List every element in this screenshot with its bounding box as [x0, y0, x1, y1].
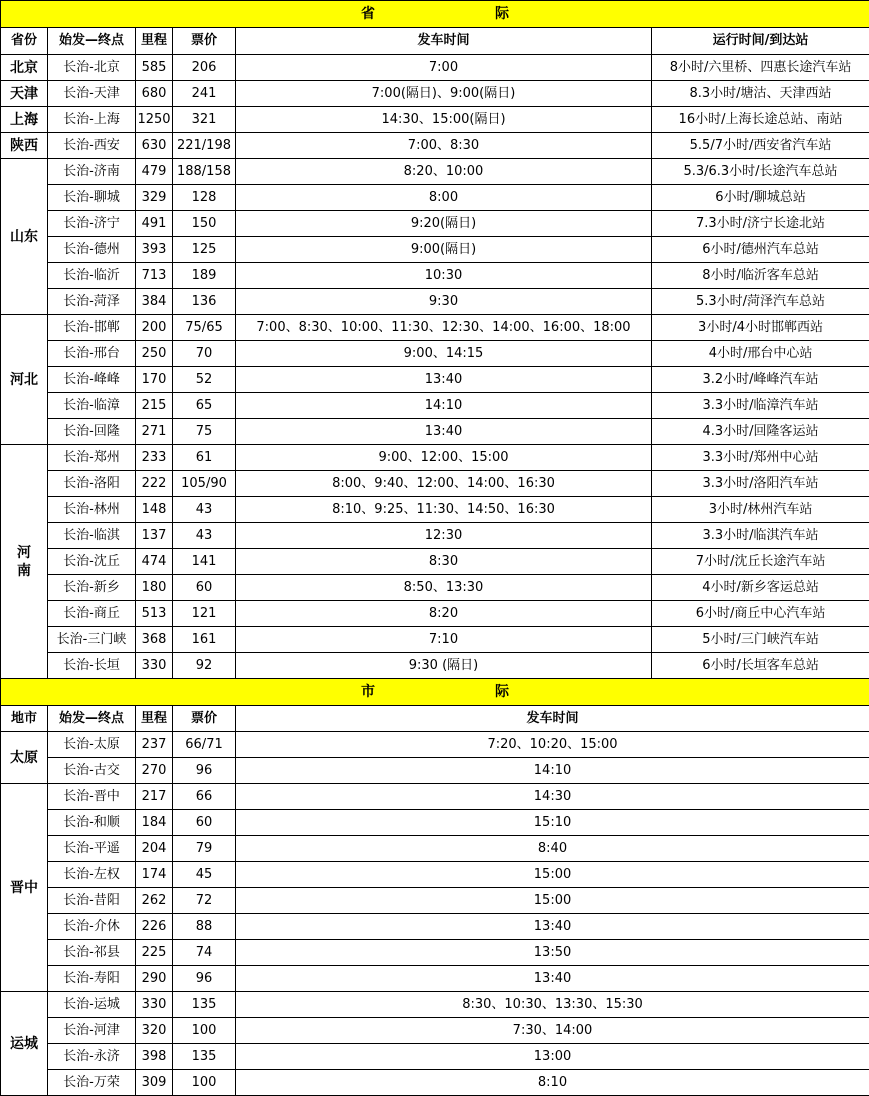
provincial-header-row	[1, 28, 869, 55]
route-cell: 长治-郑州	[48, 445, 136, 471]
province-label: 北京	[1, 55, 48, 81]
route-row	[1, 81, 869, 107]
departure-cell: 7:00(隔日)、9:00(隔日)	[236, 81, 652, 107]
departure-cell: 7:00、8:30	[236, 133, 652, 159]
city-header: 地市	[1, 706, 48, 732]
arrival-cell: 3.3小时/郑州中心站	[652, 445, 869, 471]
fare-cell: 72	[173, 888, 236, 914]
departure-cell: 8:30	[236, 549, 652, 575]
departure-cell: 13:40	[236, 367, 652, 393]
departure-cell: 8:40	[236, 836, 869, 862]
province-label: 河北	[1, 315, 48, 445]
arrival-cell: 4小时/邢台中心站	[652, 341, 869, 367]
route-cell: 长治-祁县	[48, 940, 136, 966]
departure-cell: 8:50、13:30	[236, 575, 652, 601]
route-row	[1, 575, 869, 601]
arrival-cell: 3.2小时/峰峰汽车站	[652, 367, 869, 393]
route-cell: 长治-上海	[48, 107, 136, 133]
route-row	[1, 211, 869, 237]
fare-cell: 125	[173, 237, 236, 263]
arrival-cell: 8.3小时/塘沽、天津西站	[652, 81, 869, 107]
departure-cell: 14:30	[236, 784, 869, 810]
arrival-cell: 8小时/临沂客车总站	[652, 263, 869, 289]
route-cell: 长治-永济	[48, 1044, 136, 1070]
distance-cell: 330	[136, 653, 173, 679]
arrival-cell: 5.3小时/菏泽汽车总站	[652, 289, 869, 315]
fare-cell: 74	[173, 940, 236, 966]
route-cell: 长治-济南	[48, 159, 136, 185]
municipal-header-row	[1, 706, 869, 732]
distance-cell: 680	[136, 81, 173, 107]
fare-cell: 79	[173, 836, 236, 862]
arrival-cell: 3.3小时/洛阳汽车站	[652, 471, 869, 497]
distance-cell: 329	[136, 185, 173, 211]
fare-cell: 121	[173, 601, 236, 627]
departure-cell: 10:30	[236, 263, 652, 289]
route-cell: 长治-和顺	[48, 810, 136, 836]
route-row	[1, 471, 869, 497]
fare-cell: 100	[173, 1070, 236, 1096]
route-cell: 长治-临漳	[48, 393, 136, 419]
arrival-cell: 4小时/新乡客运总站	[652, 575, 869, 601]
arrival-cell: 3.3小时/临漳汽车站	[652, 393, 869, 419]
fare-cell: 321	[173, 107, 236, 133]
distance-cell: 474	[136, 549, 173, 575]
fare-cell: 66	[173, 784, 236, 810]
distance-cell: 630	[136, 133, 173, 159]
fare-cell: 206	[173, 55, 236, 81]
arrival-cell: 6小时/长垣客车总站	[652, 653, 869, 679]
fare-cell: 100	[173, 1018, 236, 1044]
distance-cell: 222	[136, 471, 173, 497]
province-label: 陕西	[1, 133, 48, 159]
route-row	[1, 549, 869, 575]
fare-header: 票价	[173, 28, 236, 55]
fare-cell: 105/90	[173, 471, 236, 497]
fare-cell: 150	[173, 211, 236, 237]
route-row	[1, 601, 869, 627]
route-header: 始发—终点	[48, 706, 136, 732]
distance-cell: 137	[136, 523, 173, 549]
route-cell: 长治-天津	[48, 81, 136, 107]
route-cell: 长治-北京	[48, 55, 136, 81]
route-row	[1, 237, 869, 263]
route-row	[1, 393, 869, 419]
departure-cell: 9:30 (隔日)	[236, 653, 652, 679]
section-title-left: 省	[361, 6, 375, 22]
departure-cell: 8:20、10:00	[236, 159, 652, 185]
fare-cell: 52	[173, 367, 236, 393]
fare-cell: 128	[173, 185, 236, 211]
distance-header: 里程	[136, 706, 173, 732]
departure-cell: 8:00	[236, 185, 652, 211]
departure-cell: 15:00	[236, 862, 869, 888]
province-label: 天津	[1, 81, 48, 107]
fare-cell: 221/198	[173, 133, 236, 159]
provincial-section-banner-cell	[1, 1, 869, 28]
arrival-cell: 3小时/4小时邯郸西站	[652, 315, 869, 341]
section-title-right: 际	[495, 684, 509, 700]
provincial-section-banner	[1, 1, 869, 28]
route-cell: 长治-西安	[48, 133, 136, 159]
route-row	[1, 758, 869, 784]
city-label: 太原	[1, 732, 48, 784]
departure-header: 发车时间	[236, 706, 869, 732]
arrival-cell: 5小时/三门峡汽车站	[652, 627, 869, 653]
distance-cell: 184	[136, 810, 173, 836]
route-cell: 长治-平遥	[48, 836, 136, 862]
route-row	[1, 55, 869, 81]
fare-cell: 60	[173, 810, 236, 836]
distance-cell: 320	[136, 1018, 173, 1044]
route-cell: 长治-左权	[48, 862, 136, 888]
distance-cell: 330	[136, 992, 173, 1018]
distance-cell: 250	[136, 341, 173, 367]
city-label: 运城	[1, 992, 48, 1096]
departure-cell: 9:00、12:00、15:00	[236, 445, 652, 471]
route-cell: 长治-万荣	[48, 1070, 136, 1096]
fare-cell: 66/71	[173, 732, 236, 758]
route-row	[1, 159, 869, 185]
route-cell: 长治-太原	[48, 732, 136, 758]
route-row	[1, 1070, 869, 1096]
route-row	[1, 315, 869, 341]
fare-cell: 75/65	[173, 315, 236, 341]
fare-cell: 92	[173, 653, 236, 679]
distance-cell: 270	[136, 758, 173, 784]
departure-cell: 8:00、9:40、12:00、14:00、16:30	[236, 471, 652, 497]
distance-cell: 290	[136, 966, 173, 992]
departure-cell: 9:20(隔日)	[236, 211, 652, 237]
fare-cell: 65	[173, 393, 236, 419]
route-row	[1, 445, 869, 471]
province-header: 省份	[1, 28, 48, 55]
province-label: 山东	[1, 159, 48, 315]
fare-cell: 136	[173, 289, 236, 315]
route-cell: 长治-沈丘	[48, 549, 136, 575]
municipal-section-banner	[1, 679, 869, 706]
departure-cell: 13:50	[236, 940, 869, 966]
distance-cell: 713	[136, 263, 173, 289]
departure-cell: 14:30、15:00(隔日)	[236, 107, 652, 133]
fare-cell: 43	[173, 497, 236, 523]
route-row	[1, 523, 869, 549]
route-cell: 长治-三门峡	[48, 627, 136, 653]
arrival-cell: 3.3小时/临淇汽车站	[652, 523, 869, 549]
arrival-cell: 4.3小时/回隆客运站	[652, 419, 869, 445]
route-cell: 长治-临淇	[48, 523, 136, 549]
route-row	[1, 888, 869, 914]
fare-cell: 75	[173, 419, 236, 445]
distance-cell: 217	[136, 784, 173, 810]
section-title-left: 市	[361, 684, 375, 700]
route-cell: 长治-洛阳	[48, 471, 136, 497]
departure-cell: 13:40	[236, 419, 652, 445]
route-row	[1, 263, 869, 289]
distance-cell: 226	[136, 914, 173, 940]
route-header: 始发—终点	[48, 28, 136, 55]
distance-cell: 398	[136, 1044, 173, 1070]
route-row	[1, 341, 869, 367]
route-row	[1, 419, 869, 445]
departure-cell: 15:00	[236, 888, 869, 914]
fare-cell: 61	[173, 445, 236, 471]
route-cell: 长治-济宁	[48, 211, 136, 237]
route-row	[1, 133, 869, 159]
arrival-cell: 6小时/聊城总站	[652, 185, 869, 211]
fare-cell: 96	[173, 966, 236, 992]
route-cell: 长治-林州	[48, 497, 136, 523]
departure-cell: 7:20、10:20、15:00	[236, 732, 869, 758]
departure-cell: 14:10	[236, 393, 652, 419]
fare-cell: 189	[173, 263, 236, 289]
arrival-cell: 5.5/7小时/西安省汽车站	[652, 133, 869, 159]
route-row	[1, 367, 869, 393]
distance-cell: 262	[136, 888, 173, 914]
route-row	[1, 1044, 869, 1070]
distance-cell: 479	[136, 159, 173, 185]
route-cell: 长治-峰峰	[48, 367, 136, 393]
arrival-cell: 7小时/沈丘长途汽车站	[652, 549, 869, 575]
departure-cell: 7:00	[236, 55, 652, 81]
fare-cell: 88	[173, 914, 236, 940]
arrival-cell: 5.3/6.3小时/长途汽车总站	[652, 159, 869, 185]
route-cell: 长治-商丘	[48, 601, 136, 627]
distance-cell: 148	[136, 497, 173, 523]
departure-cell: 8:30、10:30、13:30、15:30	[236, 992, 869, 1018]
distance-cell: 513	[136, 601, 173, 627]
departure-header: 发车时间	[236, 28, 652, 55]
distance-cell: 233	[136, 445, 173, 471]
distance-cell: 204	[136, 836, 173, 862]
route-row	[1, 107, 869, 133]
distance-header: 里程	[136, 28, 173, 55]
fare-cell: 96	[173, 758, 236, 784]
fare-cell: 141	[173, 549, 236, 575]
province-label: 河 南	[1, 445, 48, 679]
departure-cell: 15:10	[236, 810, 869, 836]
route-row	[1, 497, 869, 523]
route-cell: 长治-回隆	[48, 419, 136, 445]
distance-cell: 393	[136, 237, 173, 263]
section-title-right: 际	[495, 6, 509, 22]
province-label: 上海	[1, 107, 48, 133]
route-row	[1, 940, 869, 966]
route-row	[1, 1018, 869, 1044]
route-cell: 长治-晋中	[48, 784, 136, 810]
route-row	[1, 784, 869, 810]
distance-cell: 200	[136, 315, 173, 341]
municipal-section-banner-cell	[1, 679, 869, 706]
route-cell: 长治-邯郸	[48, 315, 136, 341]
route-cell: 长治-古交	[48, 758, 136, 784]
fare-cell: 135	[173, 992, 236, 1018]
departure-cell: 8:10	[236, 1070, 869, 1096]
distance-cell: 180	[136, 575, 173, 601]
departure-cell: 7:30、14:00	[236, 1018, 869, 1044]
route-cell: 长治-河津	[48, 1018, 136, 1044]
route-cell: 长治-长垣	[48, 653, 136, 679]
route-cell: 长治-菏泽	[48, 289, 136, 315]
route-cell: 长治-寿阳	[48, 966, 136, 992]
arrival-cell: 16小时/上海长途总站、南站	[652, 107, 869, 133]
departure-cell: 8:10、9:25、11:30、14:50、16:30	[236, 497, 652, 523]
route-row	[1, 836, 869, 862]
arrival-cell: 7.3小时/济宁长途北站	[652, 211, 869, 237]
route-cell: 长治-昔阳	[48, 888, 136, 914]
distance-cell: 271	[136, 419, 173, 445]
route-row	[1, 862, 869, 888]
arrival-cell: 6小时/德州汽车总站	[652, 237, 869, 263]
distance-cell: 170	[136, 367, 173, 393]
departure-cell: 7:00、8:30、10:00、11:30、12:30、14:00、16:00、18:00	[236, 315, 652, 341]
fare-cell: 241	[173, 81, 236, 107]
route-row	[1, 992, 869, 1018]
departure-cell: 13:00	[236, 1044, 869, 1070]
departure-cell: 9:30	[236, 289, 652, 315]
fare-cell: 43	[173, 523, 236, 549]
distance-cell: 174	[136, 862, 173, 888]
arrival-header: 运行时间/到达站	[652, 28, 869, 55]
distance-cell: 368	[136, 627, 173, 653]
arrival-cell: 3小时/林州汽车站	[652, 497, 869, 523]
route-cell: 长治-新乡	[48, 575, 136, 601]
route-cell: 长治-介休	[48, 914, 136, 940]
route-row	[1, 289, 869, 315]
distance-cell: 225	[136, 940, 173, 966]
fare-cell: 45	[173, 862, 236, 888]
fare-cell: 161	[173, 627, 236, 653]
departure-cell: 9:00(隔日)	[236, 237, 652, 263]
departure-cell: 8:20	[236, 601, 652, 627]
fare-cell: 70	[173, 341, 236, 367]
route-row	[1, 732, 869, 758]
distance-cell: 1250	[136, 107, 173, 133]
route-cell: 长治-邢台	[48, 341, 136, 367]
route-row	[1, 185, 869, 211]
route-row	[1, 966, 869, 992]
fare-cell: 188/158	[173, 159, 236, 185]
fare-cell: 60	[173, 575, 236, 601]
arrival-cell: 6小时/商丘中心汽车站	[652, 601, 869, 627]
distance-cell: 237	[136, 732, 173, 758]
route-row	[1, 627, 869, 653]
city-label: 晋中	[1, 784, 48, 992]
departure-cell: 14:10	[236, 758, 869, 784]
departure-cell: 7:10	[236, 627, 652, 653]
distance-cell: 309	[136, 1070, 173, 1096]
distance-cell: 585	[136, 55, 173, 81]
distance-cell: 384	[136, 289, 173, 315]
fare-cell: 135	[173, 1044, 236, 1070]
departure-cell: 13:40	[236, 966, 869, 992]
distance-cell: 215	[136, 393, 173, 419]
route-row	[1, 653, 869, 679]
departure-cell: 9:00、14:15	[236, 341, 652, 367]
arrival-cell: 8小时/六里桥、四惠长途汽车站	[652, 55, 869, 81]
route-cell: 长治-运城	[48, 992, 136, 1018]
route-cell: 长治-临沂	[48, 263, 136, 289]
route-row	[1, 914, 869, 940]
departure-cell: 12:30	[236, 523, 652, 549]
distance-cell: 491	[136, 211, 173, 237]
departure-cell: 13:40	[236, 914, 869, 940]
route-row	[1, 810, 869, 836]
fare-header: 票价	[173, 706, 236, 732]
route-cell: 长治-聊城	[48, 185, 136, 211]
route-cell: 长治-德州	[48, 237, 136, 263]
